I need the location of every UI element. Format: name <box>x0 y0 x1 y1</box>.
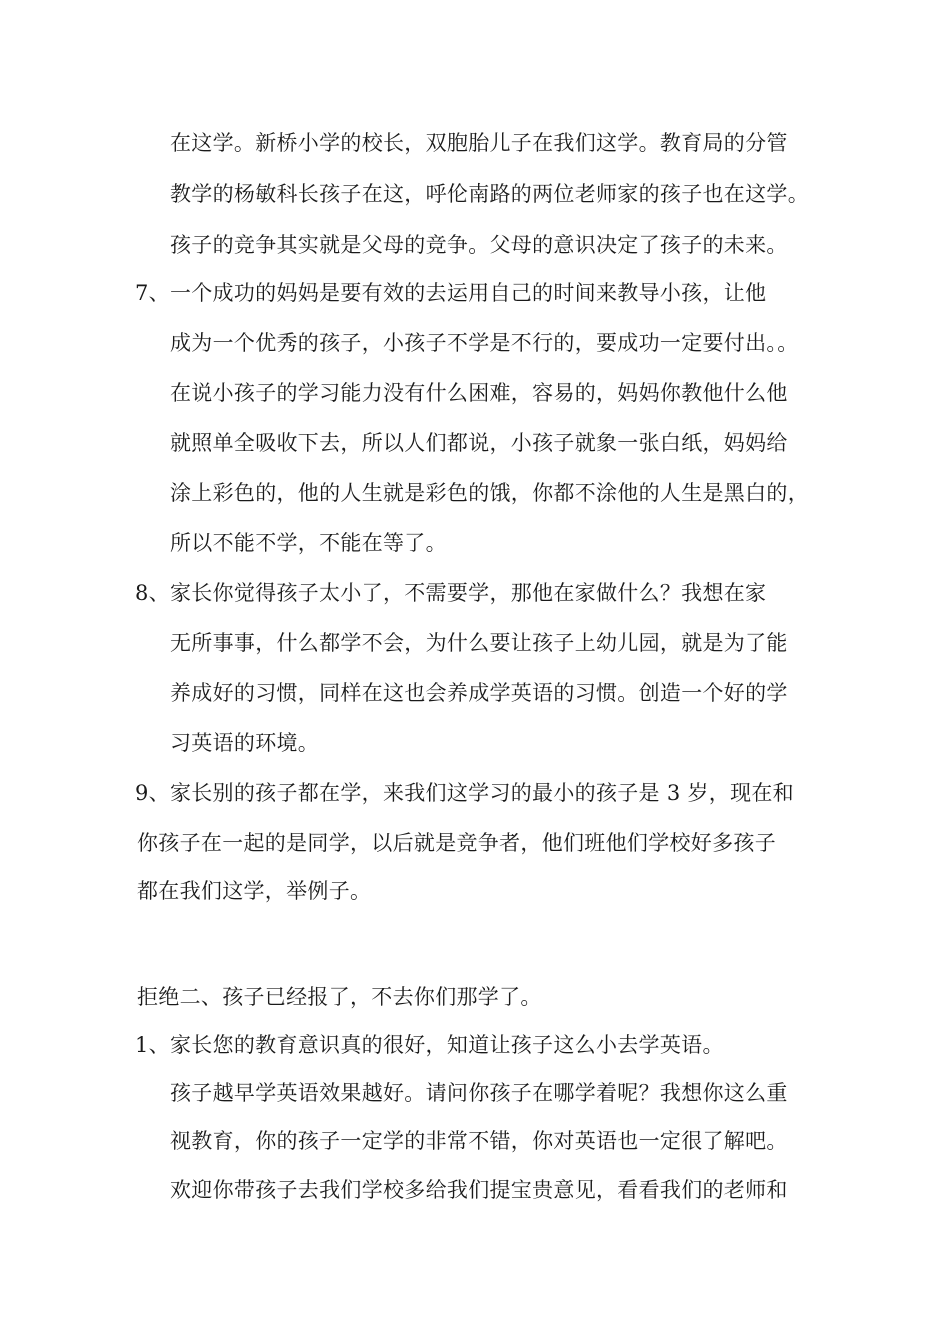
text-line: 就照单全吸收下去，所以人们都说，小孩子就象一张白纸，妈妈给 <box>170 431 788 455</box>
text-line: 你孩子在一起的是同学，以后就是竞争者，他们班他们学校好多孩子 <box>137 831 776 855</box>
text-line: 孩子越早学英语效果越好。请问你孩子在哪学着呢？我想你这么重 <box>170 1081 788 1105</box>
text-line: 在这学。新桥小学的校长，双胞胎儿子在我们这学。教育局的分管 <box>170 131 788 155</box>
list-item-8: 8、家长你觉得孩子太小了，不需要学，那他在家做什么？我想在家 <box>135 581 767 605</box>
text-line: 养成好的习惯，同样在这也会养成学英语的习惯。创造一个好的学 <box>170 681 788 705</box>
text-line: 视教育，你的孩子一定学的非常不错，你对英语也一定很了解吧。 <box>170 1129 788 1153</box>
text-line: 习英语的环境。 <box>170 731 320 755</box>
text-line: 欢迎你带孩子去我们学校多给我们提宝贵意见，看看我们的老师和 <box>170 1178 788 1202</box>
text-line: 教学的杨敏科长孩子在这，呼伦南路的两位老师家的孩子也在这学。 <box>170 182 809 206</box>
section-heading: 拒绝二、孩子已经报了，不去你们那学了。 <box>137 985 542 1009</box>
text-line: 所以不能不学，不能在等了。 <box>170 531 447 555</box>
text-line: 成为一个优秀的孩子，小孩子不学是不行的，要成功一定要付出。。 <box>170 331 799 355</box>
text-line: 孩子的竞争其实就是父母的竞争。父母的意识决定了孩子的未来。 <box>170 233 788 257</box>
list-item-9: 9、家长别的孩子都在学，来我们这学习的最小的孩子是 3 岁，现在和 <box>135 781 794 805</box>
list-item-7: 7、一个成功的妈妈是要有效的去运用自己的时间来教导小孩，让他 <box>135 281 767 305</box>
text-line: 无所事事，什么都学不会，为什么要让孩子上幼儿园，就是为了能 <box>170 631 788 655</box>
list-item-1: 1、家长您的教育意识真的很好，知道让孩子这么小去学英语。 <box>135 1033 724 1057</box>
text-line: 涂上彩色的，他的人生就是彩色的饿，你都不涂他的人生是黑白的， <box>170 481 809 505</box>
text-line: 都在我们这学，举例子。 <box>137 879 372 903</box>
text-line: 在说小孩子的学习能力没有什么困难，容易的，妈妈你教他什么他 <box>170 381 788 405</box>
